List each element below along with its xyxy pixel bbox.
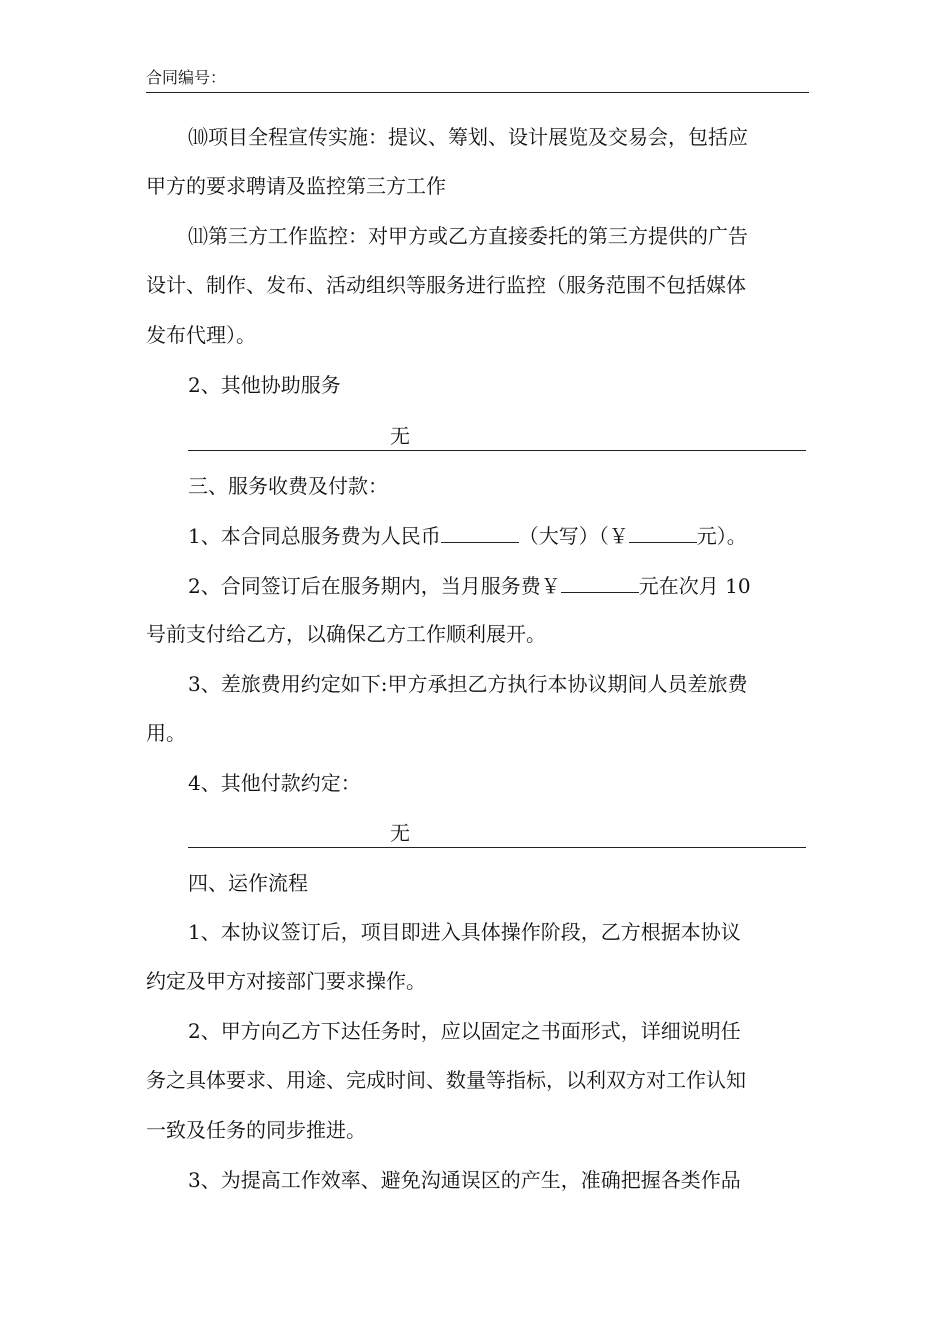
clause-line: 号前支付给乙方，以确保乙方工作顺利展开。: [146, 622, 546, 646]
clause-line: 3、差旅费用约定如下:甲方承担乙方执行本协议期间人员差旅费: [188, 672, 748, 696]
clause-line: 约定及甲方对接部门要求操作。: [146, 969, 426, 993]
clause-line: 3、为提高工作效率、避免沟通误区的产生，准确把握各类作品: [188, 1168, 741, 1192]
amount-blank: [629, 520, 697, 543]
contract-number-label: 合同编号：: [146, 66, 809, 93]
amount-blank: [561, 570, 639, 593]
fee-text: 元在次月 10: [638, 574, 751, 598]
clause-line: ⑽项目全程宣传实施：提议、筹划、设计展览及交易会，包括应: [188, 125, 748, 149]
fee-text: 元）。: [696, 524, 747, 548]
amount-blank: [441, 520, 519, 543]
clause-line: 务之具体要求、用途、完成时间、数量等指标，以利双方对工作认知: [146, 1068, 746, 1092]
clause-heading: 2、其他协助服务: [188, 373, 341, 397]
fill-in-value: 无: [390, 424, 410, 448]
clause-line: 甲方的要求聘请及监控第三方工作: [146, 174, 446, 198]
section-heading: 四、运作流程: [188, 871, 308, 895]
fill-in-line: [188, 422, 806, 451]
clause-line: 2、甲方向乙方下达任务时，应以固定之书面形式，详细说明任: [188, 1019, 741, 1043]
fee-text: 1、本合同总服务费为人民币: [188, 524, 441, 548]
clause-line: 用。: [146, 721, 186, 745]
fill-in-line: [188, 819, 806, 848]
fee-text: （大写）（￥: [518, 524, 629, 548]
clause-line: 发布代理）。: [146, 323, 256, 347]
fee-text: 2、合同签订后在服务期内，当月服务费￥: [188, 574, 561, 598]
clause-line: 1、本协议签订后，项目即进入具体操作阶段，乙方根据本协议: [188, 920, 741, 944]
section-heading: 三、服务收费及付款：: [188, 474, 388, 498]
clause-line: ⑾第三方工作监控：对甲方或乙方直接委托的第三方提供的广告: [188, 224, 748, 248]
fee-line: [188, 570, 811, 600]
clause-heading: 4、其他付款约定：: [188, 771, 361, 795]
fill-in-value: 无: [390, 821, 410, 845]
clause-line: 设计、制作、发布、活动组织等服务进行监控（服务范围不包括媒体: [146, 273, 746, 297]
fee-line: [188, 520, 811, 550]
clause-line: 一致及任务的同步推进。: [146, 1118, 366, 1142]
